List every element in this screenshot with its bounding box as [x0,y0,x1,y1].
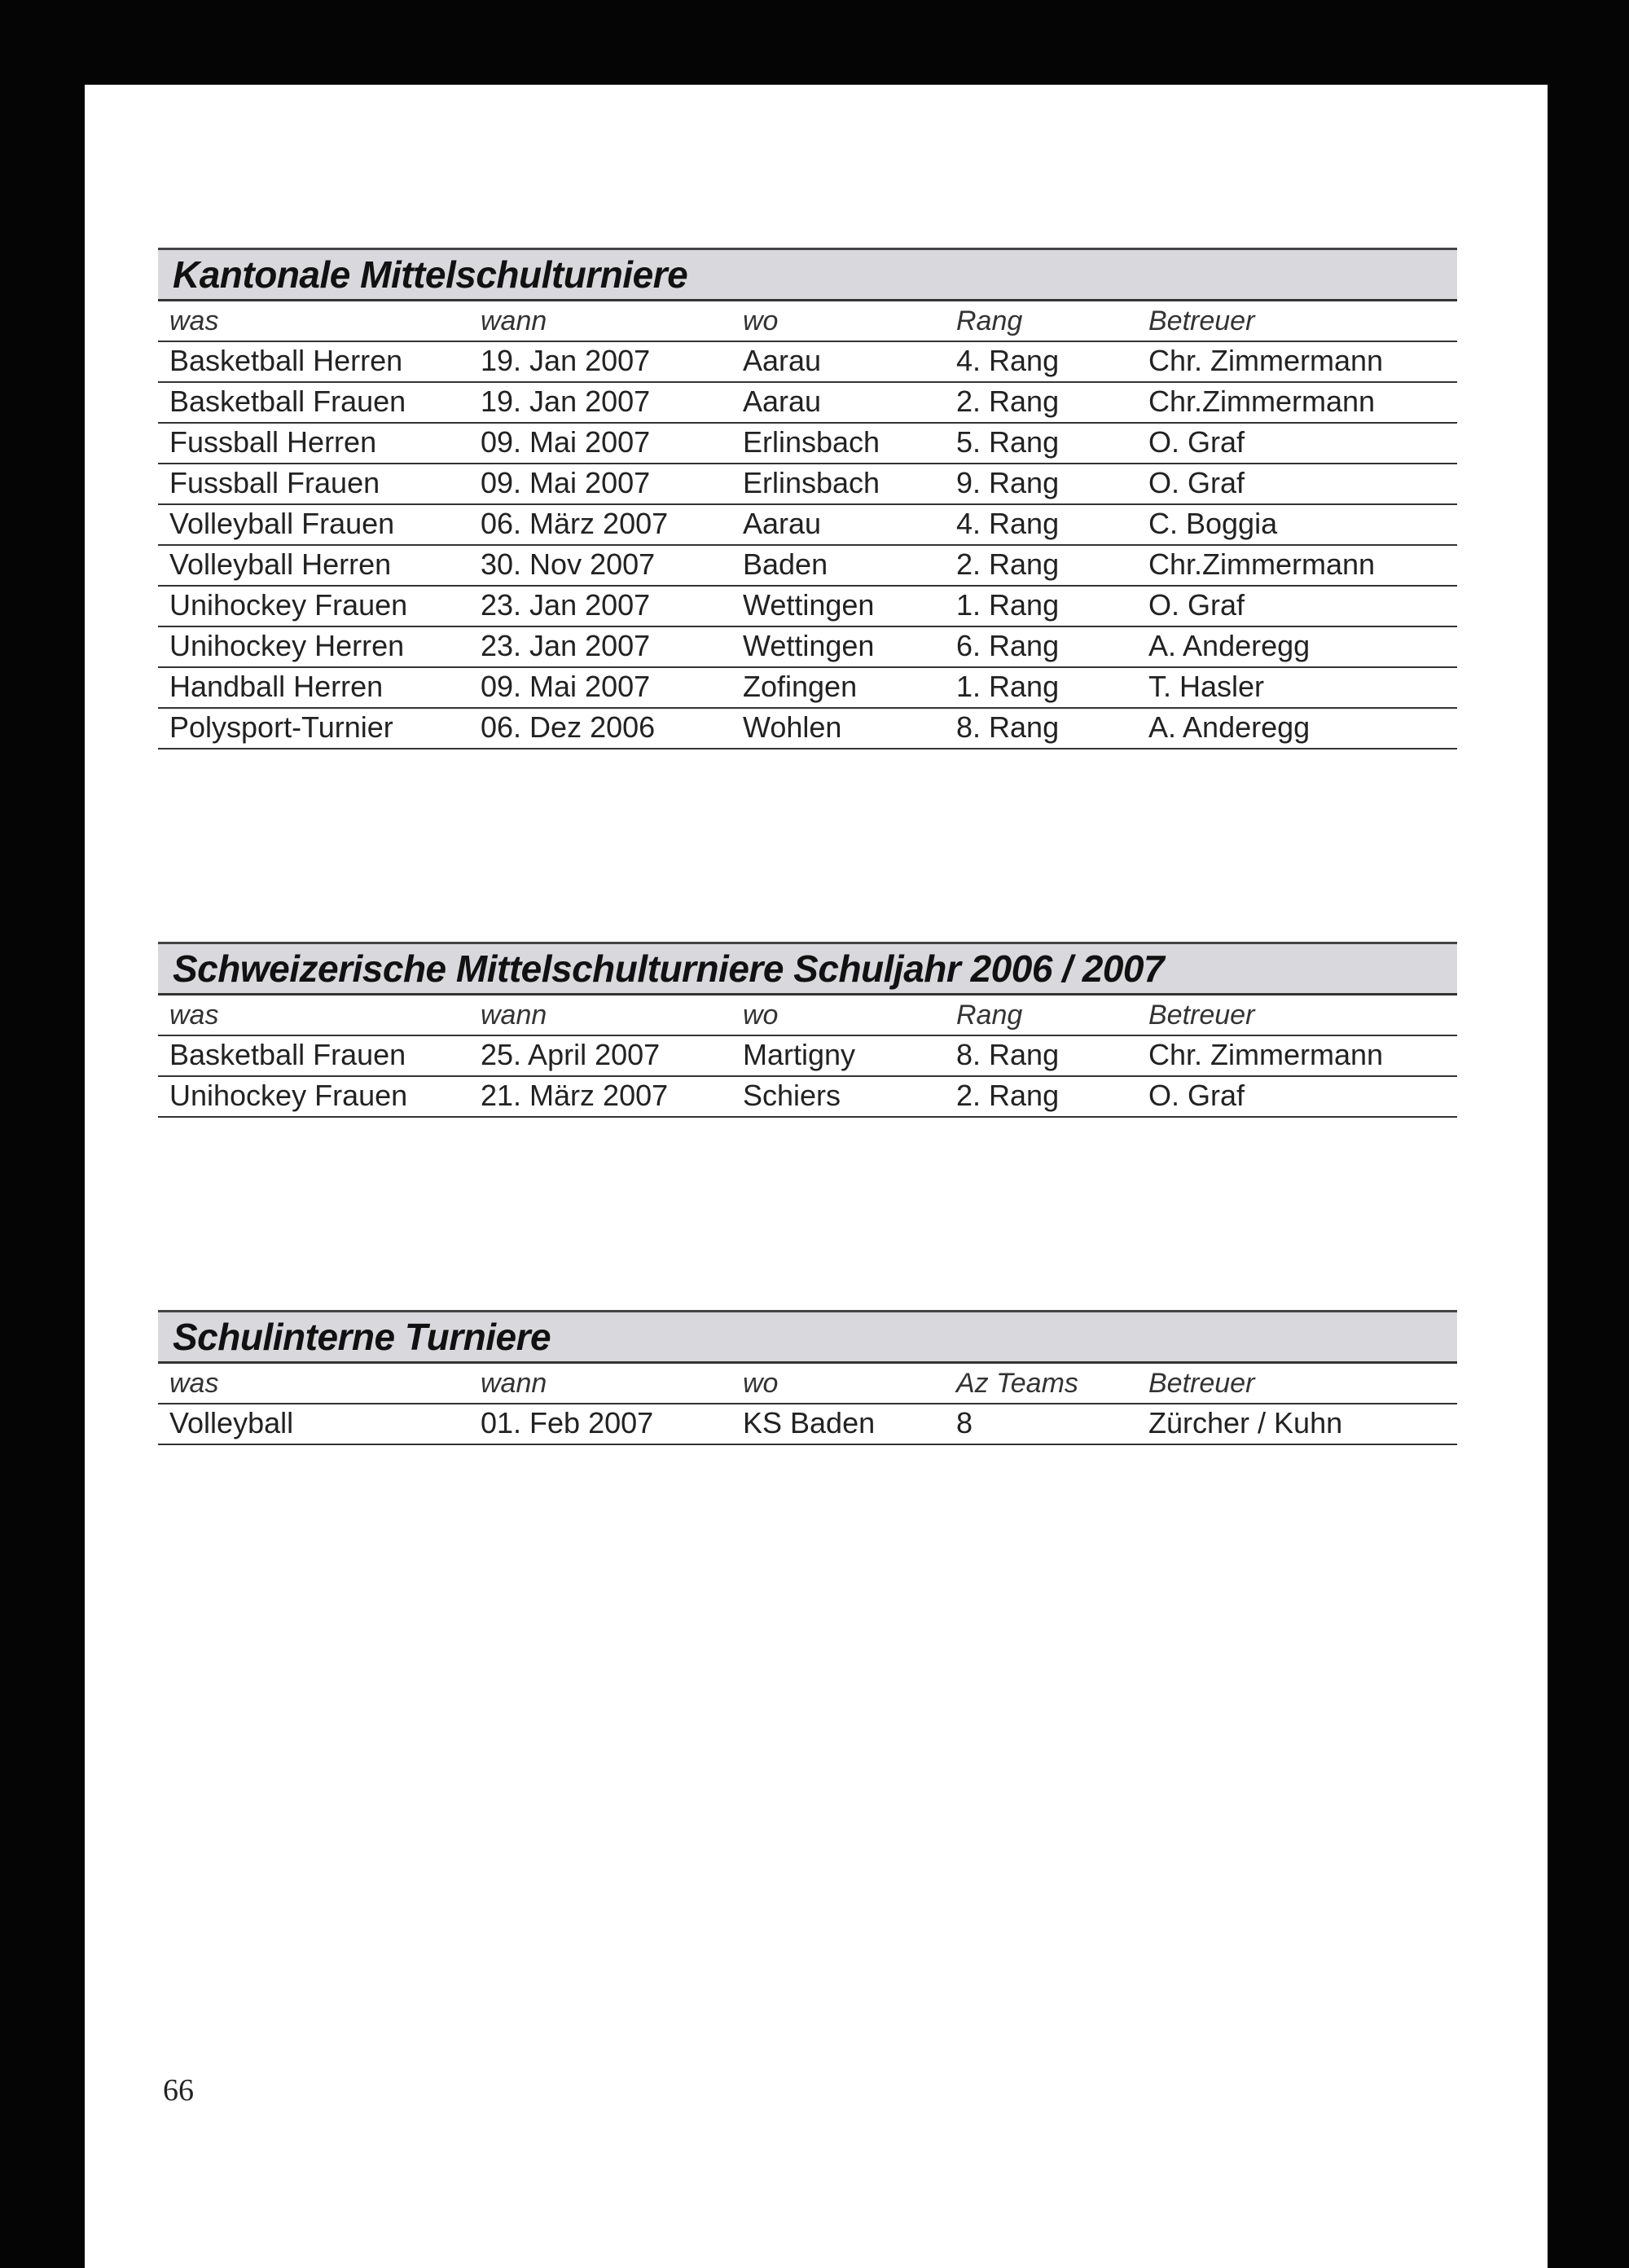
cell-wann: 21. März 2007 [481,1079,669,1112]
header-rang: Rang [956,305,1023,336]
table-header-row [158,996,1457,1036]
cell-rang: 1. Rang [956,588,1060,622]
cell-rang: 9. Rang [956,466,1060,499]
cell-wo: Wettingen [743,588,875,622]
cell-wann: 23. Jan 2007 [481,588,651,622]
cell-was: Fussball Frauen [169,466,380,499]
cell-was: Volleyball Herren [169,547,392,581]
cell-wann: 23. Jan 2007 [481,629,651,662]
cell-betreuer: Chr. Zimmermann [1148,1038,1384,1071]
table-row [158,342,1457,383]
cell-wann: 01. Feb 2007 [481,1406,654,1439]
cell-betreuer: Chr.Zimmermann [1148,547,1376,581]
cell-was: Polysport-Turnier [169,710,393,744]
table-row [158,383,1457,424]
page-number: 66 [163,2073,194,2108]
cell-rang: 2. Rang [956,1079,1060,1112]
cell-wo: Martigny [743,1038,856,1071]
cell-was: Fussball Herren [169,425,377,459]
cell-betreuer: T. Hasler [1148,670,1265,703]
section-title-bar [158,248,1457,301]
cell-wann: 09. Mai 2007 [481,670,651,703]
cell-betreuer: A. Anderegg [1148,629,1311,662]
cell-rang: 6. Rang [956,629,1060,662]
section-schweizerische [158,942,1457,1118]
header-rang: Rang [956,1000,1023,1031]
cell-wann: 30. Nov 2007 [481,547,656,581]
cell-wo: Aarau [743,507,822,540]
cell-betreuer: A. Anderegg [1148,710,1311,744]
cell-wann: 06. Dez 2006 [481,710,656,744]
header-was: was [169,305,219,336]
table-row [158,1036,1457,1077]
cell-betreuer: O. Graf [1148,1079,1245,1112]
table-row [158,1404,1457,1445]
cell-betreuer: O. Graf [1148,588,1245,622]
cell-betreuer: C. Boggia [1148,507,1278,540]
section-title: Kantonale Mittelschulturniere [173,253,688,296]
section-title: Schulinterne Turniere [173,1316,551,1358]
header-was: was [169,1000,219,1031]
header-was: was [169,1368,219,1399]
cell-betreuer: Chr. Zimmermann [1148,344,1384,377]
cell-wo: Erlinsbach [743,425,880,459]
table-row [158,464,1457,505]
cell-wo: Schiers [743,1079,841,1112]
table-row [158,505,1457,546]
cell-wo: KS Baden [743,1406,876,1439]
table-row [158,424,1457,464]
cell-rang: 1. Rang [956,670,1060,703]
cell-wann: 06. März 2007 [481,507,669,540]
cell-was: Volleyball Frauen [169,507,395,540]
cell-wo: Aarau [743,385,822,418]
table-row [158,709,1457,749]
cell-was: Basketball Frauen [169,385,406,418]
cell-betreuer: O. Graf [1148,466,1245,499]
cell-was: Volleyball [169,1406,294,1439]
cell-az-teams: 8 [956,1406,973,1439]
document-page [85,85,1548,2268]
header-betreuer: Betreuer [1148,305,1255,336]
section-schulintern [158,1310,1457,1445]
header-wann: wann [481,1000,547,1031]
cell-wann: 19. Jan 2007 [481,385,651,418]
header-wo: wo [743,1000,779,1031]
cell-wo: Erlinsbach [743,466,880,499]
cell-was: Basketball Frauen [169,1038,406,1071]
cell-was: Unihockey Frauen [169,1079,408,1112]
header-az-teams: Az Teams [956,1368,1078,1399]
section-title-bar [158,1310,1457,1364]
table-row [158,668,1457,709]
cell-betreuer: Chr.Zimmermann [1148,385,1376,418]
table-header-row [158,301,1457,342]
cell-rang: 2. Rang [956,385,1060,418]
cell-rang: 4. Rang [956,344,1060,377]
header-wann: wann [481,305,547,336]
cell-wo: Wettingen [743,629,875,662]
cell-rang: 5. Rang [956,425,1060,459]
cell-rang: 8. Rang [956,710,1060,744]
section-title-bar [158,942,1457,996]
cell-rang: 2. Rang [956,547,1060,581]
header-wann: wann [481,1368,547,1399]
section-title: Schweizerische Mittelschulturniere Schuljahr 2006 / 2007 [173,947,1165,990]
header-wo: wo [743,1368,779,1399]
cell-wo: Baden [743,547,828,581]
cell-was: Handball Herren [169,670,384,703]
table-row [158,1077,1457,1118]
table-row [158,587,1457,627]
header-wo: wo [743,305,779,336]
cell-wo: Zofingen [743,670,858,703]
cell-wann: 25. April 2007 [481,1038,661,1071]
cell-wo: Aarau [743,344,822,377]
cell-was: Basketball Herren [169,344,403,377]
table-row [158,627,1457,668]
cell-was: Unihockey Herren [169,629,405,662]
header-betreuer: Betreuer [1148,1000,1255,1031]
cell-wann: 19. Jan 2007 [481,344,651,377]
section-kantonale [158,248,1457,749]
table-row [158,546,1457,587]
cell-betreuer: Zürcher / Kuhn [1148,1406,1343,1439]
cell-rang: 4. Rang [956,507,1060,540]
cell-wann: 09. Mai 2007 [481,425,651,459]
cell-betreuer: O. Graf [1148,425,1245,459]
cell-wo: Wohlen [743,710,842,744]
header-betreuer: Betreuer [1148,1368,1255,1399]
table-header-row [158,1364,1457,1404]
cell-rang: 8. Rang [956,1038,1060,1071]
cell-was: Unihockey Frauen [169,588,408,622]
cell-wann: 09. Mai 2007 [481,466,651,499]
